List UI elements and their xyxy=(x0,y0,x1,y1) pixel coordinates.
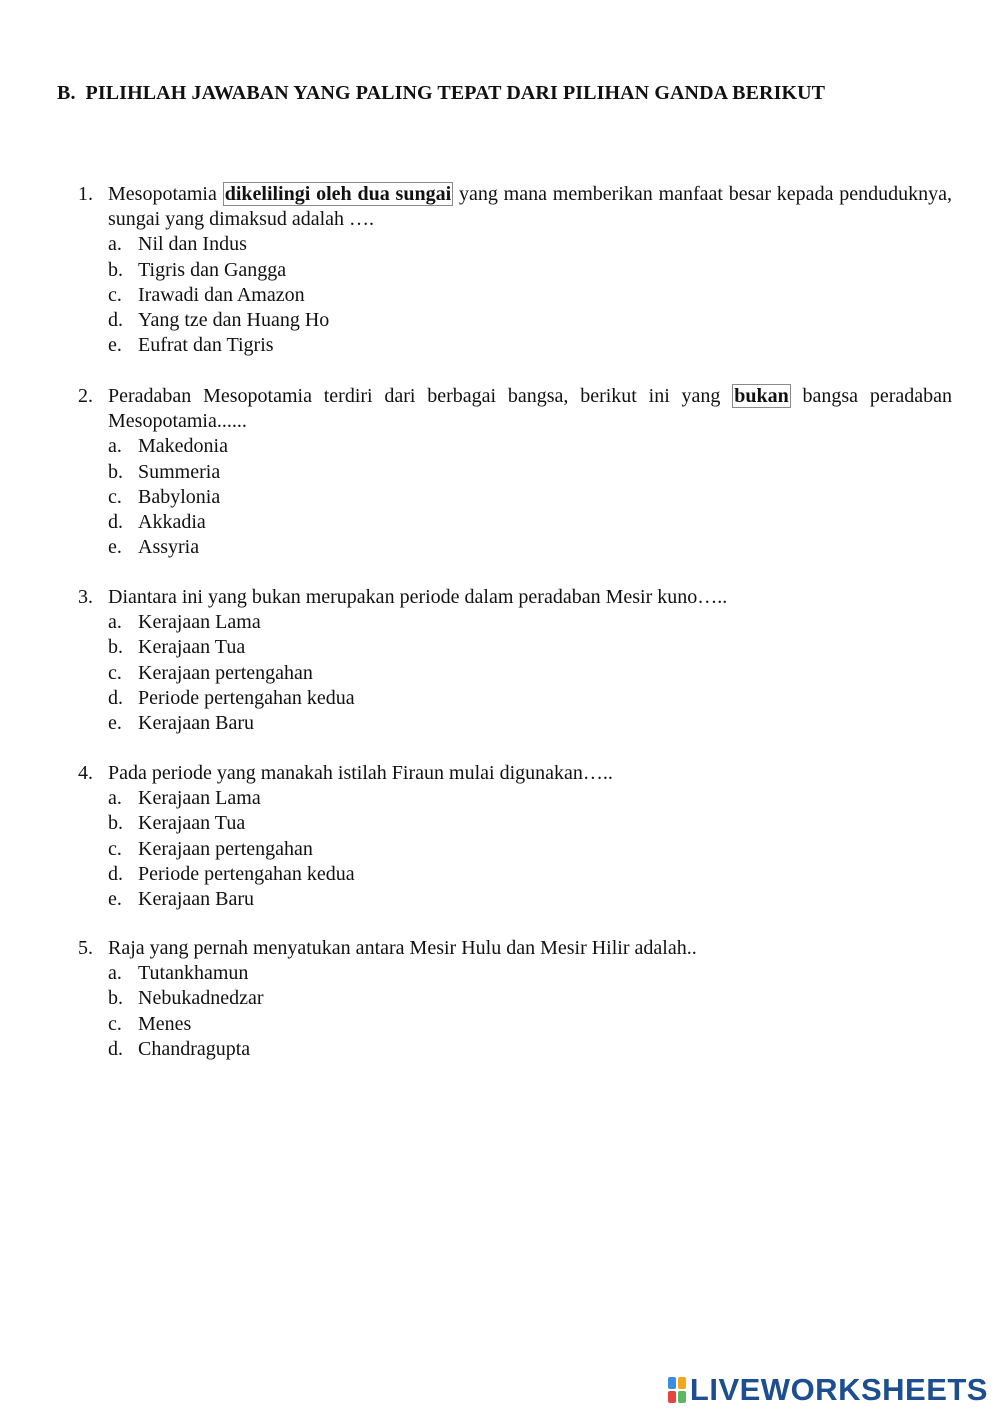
question-3 xyxy=(78,585,952,736)
logo-mark-cell xyxy=(668,1377,676,1389)
option-item[interactable]: b. Kerajaan Tua xyxy=(108,812,246,835)
question-text: Diantara ini yang bukan merupakan periode dalam peradaban Mesir kuno….. xyxy=(108,586,728,608)
options-list xyxy=(78,232,952,358)
option-item[interactable]: e. Assyria xyxy=(108,536,200,559)
option-item[interactable]: b. Tigris dan Gangga xyxy=(108,258,287,281)
option-item[interactable]: b. Summeria xyxy=(108,460,221,483)
option-item[interactable]: b. Kerajaan Tua xyxy=(108,636,246,659)
section-label: B. xyxy=(57,82,76,104)
options-list xyxy=(78,434,952,560)
option-item[interactable]: e. Eufrat dan Tigris xyxy=(108,334,274,357)
option-item[interactable]: c. Kerajaan pertengahan xyxy=(108,661,313,684)
question-number: 2. xyxy=(78,385,93,407)
options-list xyxy=(78,961,952,1062)
section-heading xyxy=(57,82,825,105)
option-item[interactable]: a. Makedonia xyxy=(108,435,228,458)
question-1 xyxy=(78,182,952,358)
option-item[interactable]: c. Kerajaan pertengahan xyxy=(108,837,313,860)
option-item[interactable]: d. Yang tze dan Huang Ho xyxy=(108,309,330,332)
question-number: 3. xyxy=(78,586,93,608)
logo-mark-cell xyxy=(678,1377,686,1389)
question-text: Peradaban Mesopotamia terdiri dari berbagai bangsa, berikut ini yang bukan bangsa peradaban Mesopotamia...... xyxy=(108,385,953,433)
logo-mark-cell xyxy=(678,1391,686,1403)
option-item[interactable]: c. Irawadi dan Amazon xyxy=(108,283,305,306)
emphasized-word: bukan xyxy=(734,385,789,407)
question-4 xyxy=(78,761,952,912)
logo-text: LIVEWORKSHEETS xyxy=(689,1372,988,1407)
option-item[interactable]: a. Tutankhamun xyxy=(108,962,249,985)
option-item[interactable]: a. Kerajaan Lama xyxy=(108,611,261,634)
logo-mark-cell xyxy=(668,1391,676,1403)
option-item[interactable]: c. Babylonia xyxy=(108,485,221,508)
option-item[interactable]: a. Nil dan Indus xyxy=(108,233,247,256)
question-number: 4. xyxy=(78,762,93,784)
option-item[interactable]: e. Kerajaan Baru xyxy=(108,888,255,911)
liveworksheets-logo[interactable] xyxy=(668,1372,988,1408)
section-title: PILIHLAH JAWABAN YANG PALING TEPAT DARI PILIHAN GANDA BERIKUT xyxy=(85,82,826,104)
option-item[interactable]: d. Periode pertengahan kedua xyxy=(108,862,355,885)
option-item[interactable]: a. Kerajaan Lama xyxy=(108,787,261,810)
option-item[interactable]: c. Menes xyxy=(108,1012,192,1035)
question-text: Pada periode yang manakah istilah Firaun mulai digunakan….. xyxy=(108,762,613,784)
option-item[interactable]: d. Periode pertengahan kedua xyxy=(108,686,355,709)
question-2 xyxy=(78,384,952,560)
option-item[interactable]: b. Nebukadnedzar xyxy=(108,987,264,1010)
option-item[interactable]: d. Akkadia xyxy=(108,511,206,534)
option-item[interactable]: d. Chandragupta xyxy=(108,1037,251,1060)
options-list xyxy=(78,786,952,912)
question-5 xyxy=(78,936,952,1062)
question-text: Mesopotamia dikelilingi oleh dua sungai yang mana memberikan manfaat besar kepada penduduknya, sungai yang dimaksud adalah …. xyxy=(108,183,953,231)
emphasized-phrase: dikelilingi oleh dua sungai xyxy=(224,183,452,205)
question-text: Raja yang pernah menyatukan antara Mesir Hulu dan Mesir Hilir adalah.. xyxy=(108,937,697,959)
question-number: 1. xyxy=(78,183,93,205)
logo-mark-icon xyxy=(668,1377,686,1403)
options-list xyxy=(78,610,952,736)
question-number: 5. xyxy=(78,937,93,959)
option-item[interactable]: e. Kerajaan Baru xyxy=(108,712,255,735)
